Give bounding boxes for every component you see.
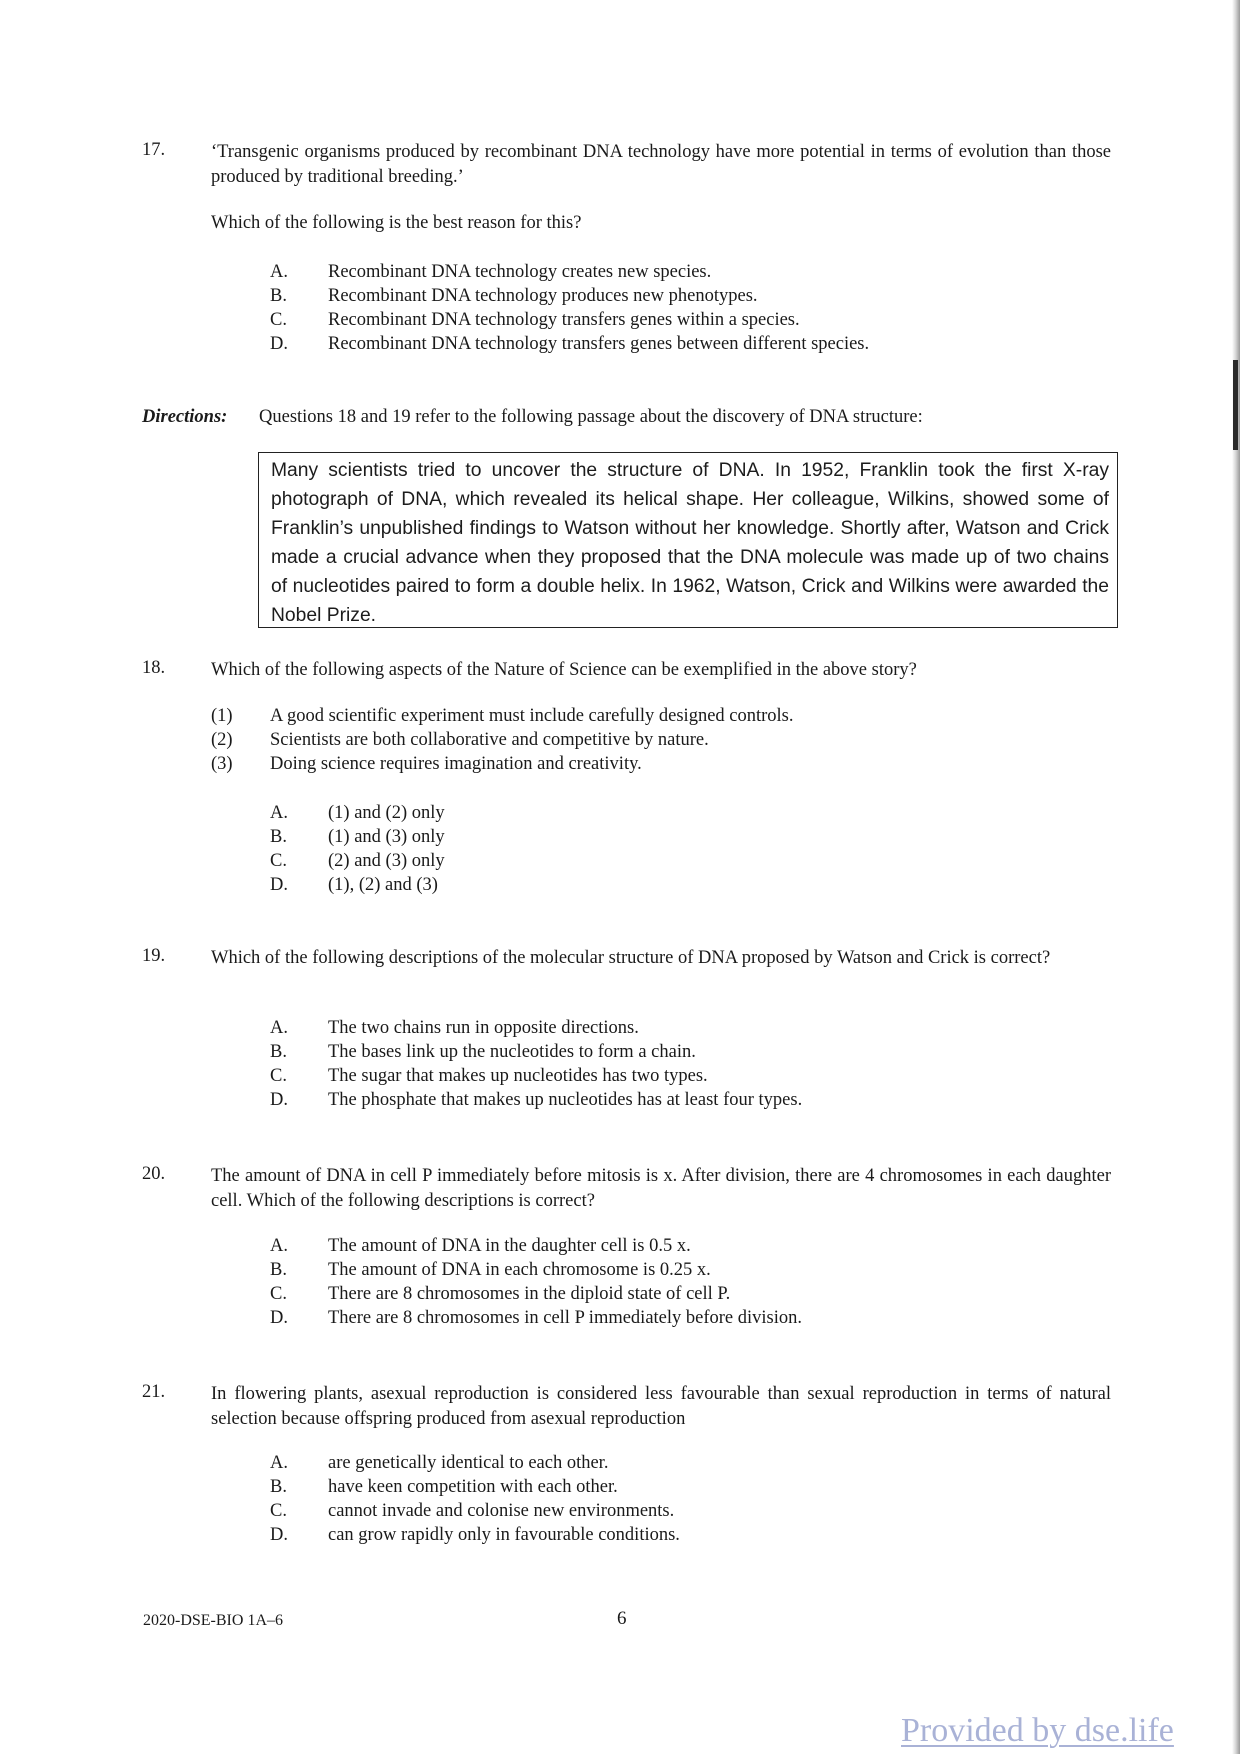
question-stem: ‘Transgenic organisms produced by recombinant DNA technology have more potential in terms of evolution than those produced by traditional breeding.’ [211,142,1111,187]
option-letter: D. [270,334,288,354]
statement-text: Scientists are both collaborative and competitive by nature. [270,730,709,750]
option-letter: A. [270,1453,288,1473]
directions [142,407,923,428]
directions-label: Directions: [142,407,228,427]
scan-edge-shadow [1232,0,1240,1754]
option-letter: C. [270,310,287,330]
question-stem: Which of the following aspects of the Nature of Science can be exemplified in the above story? [211,660,917,680]
option-text: Recombinant DNA technology transfers genes between different species. [328,334,870,354]
statement-label: (2) [211,730,233,750]
option-letter: B. [270,1042,287,1062]
statement-text: Doing science requires imagination and creativity. [270,754,642,774]
statement-label: (1) [211,706,233,726]
option-text: are genetically identical to each other. [328,1453,609,1473]
option-letter: D. [270,1090,288,1110]
option-letter: D. [270,1525,288,1545]
option-letter: C. [270,1066,287,1086]
option-text: have keen competition with each other. [328,1477,618,1497]
option-letter: D. [270,875,288,895]
option-letter: A. [270,1018,288,1038]
question-prompt: Which of the following is the best reason for this? [211,213,582,233]
question-number: 18. [142,658,166,678]
directions-text: Questions 18 and 19 refer to the following passage about the discovery of DNA structure: [259,407,923,427]
question-stem: The amount of DNA in cell P immediately before mitosis is x. After division, there are 4 chromosomes in each daughter cell. Which of the following descriptions is correct? [211,1166,1111,1211]
option-text: (1) and (3) only [328,827,445,847]
option-text: Recombinant DNA technology produces new phenotypes. [328,286,758,306]
option-text: The amount of DNA in each chromosome is 0.25 x. [328,1260,711,1280]
option-text: The two chains run in opposite directions. [328,1018,639,1038]
paper-code: 2020-DSE-BIO 1A–6 [143,1612,283,1629]
option-letter: C. [270,851,287,871]
option-letter: B. [270,1260,287,1280]
option-letter: C. [270,1284,287,1304]
option-text: Recombinant DNA technology creates new species. [328,262,712,282]
option-text: (1) and (2) only [328,803,445,823]
option-letter: C. [270,1501,287,1521]
option-text: can grow rapidly only in favourable conditions. [328,1525,680,1545]
option-letter: B. [270,1477,287,1497]
option-text: (2) and (3) only [328,851,445,871]
question-stem: Which of the following descriptions of the molecular structure of DNA proposed by Watson and Crick is correct? [211,948,1051,968]
option-text: The amount of DNA in the daughter cell is 0.5 x. [328,1236,691,1256]
passage-box: Many scientists tried to uncover the structure of DNA. In 1952, Franklin took the first X-ray photograph of DNA, which revealed its helical shape. Her colleague, Wilkins, showed some of Franklin’s unpublished findings to Watson without her knowledge. Shortly after, Watson and Crick made a crucial advance when they proposed that the DNA molecule was made up of two chains of nucleotides paired to form a double helix. In 1962, Watson, Crick and Wilkins were awarded the Nobel Prize. [258,452,1118,628]
option-text: There are 8 chromosomes in cell P immediately before division. [328,1308,803,1328]
option-letter: A. [270,803,288,823]
option-letter: A. [270,262,288,282]
watermark-link[interactable]: Provided by dse.life [901,1712,1174,1749]
scan-edge-mark [1233,360,1238,450]
question-number: 19. [142,946,166,966]
option-letter: B. [270,827,287,847]
question-number: 17. [142,140,166,160]
option-letter: D. [270,1308,288,1328]
question-number: 21. [142,1382,166,1402]
option-text: The bases link up the nucleotides to form a chain. [328,1042,696,1062]
option-text: (1), (2) and (3) [328,875,438,895]
option-text: The sugar that makes up nucleotides has two types. [328,1066,708,1086]
option-text: There are 8 chromosomes in the diploid state of cell P. [328,1284,731,1304]
option-letter: A. [270,1236,288,1256]
question-number: 20. [142,1164,166,1184]
option-text: The phosphate that makes up nucleotides has at least four types. [328,1090,803,1110]
statement-text: A good scientific experiment must include carefully designed controls. [270,706,794,726]
statement-label: (3) [211,754,233,774]
question-stem: In flowering plants, asexual reproduction is considered less favourable than sexual reproduction in terms of natural selection because offspring produced from asexual reproduction [211,1384,1111,1429]
page-number: 6 [617,1608,627,1629]
option-letter: B. [270,286,287,306]
option-text: Recombinant DNA technology transfers genes within a species. [328,310,800,330]
option-text: cannot invade and colonise new environments. [328,1501,675,1521]
